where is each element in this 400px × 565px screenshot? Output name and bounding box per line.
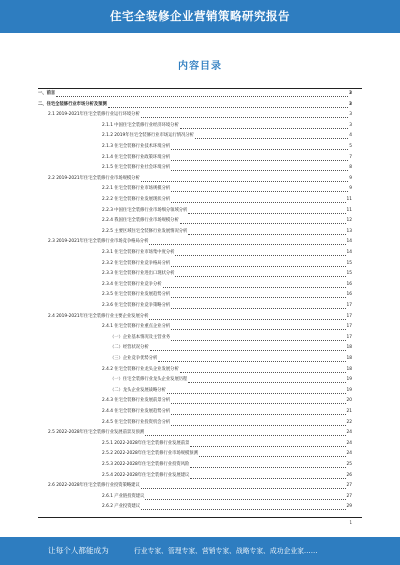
toc-entry-text: 2.4.5 住宅全装修行业投资机会分析 — [102, 419, 171, 425]
toc-entry-page: 8 — [349, 165, 352, 171]
toc-entry-text: 2.3 2019-2021年住宅全装修行业市场竞争格局分析 — [48, 239, 149, 245]
toc-entry-text: 2.5.4 2022-2028年住宅全装修行业发展建议 — [102, 472, 190, 478]
toc-entry-text: 2.2.3 中国住宅全装修行业市场细分领域分析 — [102, 207, 188, 213]
toc-entry-page: 24 — [346, 440, 352, 446]
toc-entry-page: 18 — [346, 345, 352, 351]
toc-entry-text: 2.5 2022-2028年住宅全装修行业发展前景及预测 — [48, 430, 145, 436]
toc-leader-dots — [199, 451, 346, 457]
toc-entry-page: 11 — [346, 197, 352, 202]
toc-entry-page: 19 — [346, 387, 352, 393]
toc-entry-text: 2.1.4 住宅全装修行业政策环境分析 — [102, 154, 171, 160]
toc-leader-dots — [171, 324, 345, 330]
toc-entry-text: 2.3.3 住宅全装修行业进出口现状分析 — [102, 271, 175, 277]
toc-entry-text: 2.3.5 住宅全装修行业发展趋势分析 — [102, 292, 171, 298]
toc-leader-dots — [171, 420, 345, 426]
toc-top-rule — [38, 88, 362, 89]
toc-entry[interactable] — [48, 111, 352, 119]
toc-entry[interactable] — [110, 355, 352, 363]
footer-tagline: 行业专家、管理专家、营销专家、战略专家、成功企业家…… — [134, 547, 318, 555]
toc-entry[interactable] — [102, 472, 352, 480]
toc-entry-page: 18 — [346, 356, 352, 361]
toc-entry[interactable] — [102, 503, 352, 511]
toc-entry[interactable] — [110, 334, 352, 342]
toc-entry-page: 27 — [346, 483, 352, 489]
toc-entry-page: 26 — [346, 472, 352, 478]
toc-entry-page: 19 — [346, 377, 352, 383]
toc-leader-dots — [163, 282, 346, 288]
toc-entry-text: 2.1.5 住宅全装修行业社会环境分析 — [102, 165, 171, 171]
toc-entry-page: 17 — [346, 303, 352, 308]
toc-entry[interactable] — [102, 249, 352, 257]
toc-entry[interactable] — [102, 302, 352, 310]
toc-entry[interactable] — [48, 175, 352, 183]
toc-entry-text: （二）经营状况分析 — [110, 345, 149, 351]
toc-entry-page: 3 — [349, 91, 352, 96]
toc-leader-dots — [158, 356, 345, 362]
toc-leader-dots — [171, 409, 345, 415]
toc-entry[interactable] — [102, 217, 352, 225]
toc-leader-dots — [171, 303, 345, 309]
toc-entry-page: 17 — [346, 324, 352, 330]
toc-leader-dots — [171, 165, 348, 171]
toc-entry-page: 15 — [346, 260, 352, 266]
toc-entry[interactable] — [102, 408, 352, 416]
toc-leader-dots — [149, 314, 345, 320]
toc-entry-text: 2.1.2 2019年住宅全装修行业市场运行情况分析 — [102, 133, 194, 139]
toc-leader-dots — [141, 504, 345, 510]
toc-entry-text: 2.6.2 产业投资建议 — [102, 504, 141, 510]
toc-leader-dots — [145, 430, 345, 436]
toc-leader-dots — [141, 112, 348, 118]
toc-leader-dots — [171, 144, 348, 150]
toc-entry-text: 2.1.1 中国住宅全装修行业经济环境分析 — [102, 122, 179, 128]
toc-entry[interactable] — [38, 101, 352, 109]
toc-leader-dots — [149, 239, 345, 245]
toc-entry-text: 2.4.1 住宅全装修行业重点企业分析 — [102, 324, 171, 330]
toc-leader-dots — [190, 462, 345, 468]
toc-entry[interactable] — [102, 143, 352, 151]
toc-entry-page: 25 — [346, 462, 352, 467]
toc-entry-text: 2.1 2019-2021年住宅全装修行业运行环境分析 — [48, 112, 140, 118]
toc-entry-text: 2.3.4 住宅全装修行业竞争分析 — [102, 281, 162, 287]
toc-leader-dots — [188, 208, 345, 214]
toc-leader-dots — [188, 229, 345, 235]
toc-leader-dots — [195, 133, 348, 139]
toc-leader-dots — [180, 218, 346, 224]
toc-entry[interactable] — [38, 90, 352, 98]
toc-entry-page: 3 — [349, 112, 352, 118]
toc-entry-text: （一）企业基本情况及主营业务 — [110, 334, 171, 340]
toc-entry-text: 2.4.3 住宅全装修行业发展前景分析 — [102, 398, 171, 404]
toc-entry-text: 2.5.3 2022-2028年住宅全装修行业投资风险 — [102, 462, 190, 467]
toc-entry[interactable] — [102, 154, 352, 162]
toc-entry-text: 2.2.2 住宅全装修行业发展现状分析 — [102, 197, 171, 202]
toc-entry-page: 20 — [346, 398, 352, 404]
toc-entry[interactable] — [102, 260, 352, 268]
toc-leader-dots — [171, 398, 345, 404]
toc-entry-page: 14 — [346, 250, 352, 255]
toc-leader-dots — [171, 186, 348, 192]
toc-entry[interactable] — [102, 270, 352, 278]
toc-entry[interactable] — [102, 493, 352, 501]
toc-entry-text: 二、住宅全装修行业市场分析及预测 — [38, 101, 107, 107]
report-title: 住宅全装修企业营销策略研究报告 — [110, 9, 290, 23]
toc-leader-dots — [171, 292, 345, 298]
toc-leader-dots — [108, 102, 348, 108]
toc-leader-dots — [167, 388, 346, 394]
toc-leader-dots — [145, 494, 345, 500]
toc-leader-dots — [171, 261, 345, 267]
toc-entry-page: 17 — [346, 334, 352, 340]
toc-bottom-rule — [38, 517, 362, 518]
toc-entry-text: 2.2 2019-2021年住宅全装修行业市场规模分析 — [48, 175, 140, 181]
toc-entry-text: 2.3.6 住宅全装修行业竞争策略分析 — [102, 303, 171, 308]
toc-entry[interactable] — [102, 281, 352, 289]
toc-entry-text: 2.5.2 2022-2028年住宅全装修行业市场规模预测 — [102, 451, 198, 457]
toc-entry-page: 18 — [346, 366, 352, 372]
toc-entry[interactable] — [102, 461, 352, 469]
toc-entry-page: 4 — [349, 133, 352, 139]
toc-entry[interactable] — [48, 429, 352, 437]
toc-entry-text: 2.2.5 主要区域住宅全装修行业发展情况分析 — [102, 228, 188, 234]
footer-slogan: 让每个人都能成为 — [48, 546, 109, 555]
toc-entry[interactable] — [102, 207, 352, 215]
toc-entry-page: 13 — [346, 228, 352, 234]
toc-entry-page: 24 — [346, 430, 352, 436]
toc-entry-text: 2.6.1 产业链投资建议 — [102, 493, 145, 499]
toc-entry-text: 2.2.4 我国住宅全装修行业市场规模分析 — [102, 218, 179, 224]
toc-entry-page: 22 — [346, 419, 352, 425]
toc-entry[interactable] — [48, 238, 352, 246]
toc-entry-page: 21 — [346, 409, 352, 414]
toc-entry[interactable] — [102, 132, 352, 140]
toc-leader-dots — [150, 345, 346, 351]
toc-entry-text: （一）住宅全装修行业龙头企业发展历程 — [110, 377, 188, 383]
toc-entry[interactable] — [102, 122, 352, 130]
toc-entry[interactable] — [102, 185, 352, 193]
toc-leader-dots — [175, 271, 345, 277]
toc-entry[interactable] — [110, 376, 352, 384]
toc-leader-dots — [171, 197, 345, 203]
toc-entry-page: 16 — [346, 281, 352, 287]
toc-leader-dots — [171, 155, 348, 161]
toc-entry-text: 2.6 2022-2028年住宅全装修行业投资策略建议 — [48, 483, 140, 489]
toc-entry-page: 3 — [349, 122, 352, 128]
toc-entry-page: 5 — [349, 144, 352, 149]
toc-entry-page: 24 — [346, 451, 352, 457]
toc-entry-text: 一、前言 — [38, 91, 56, 96]
toc-entry-page: 9 — [349, 186, 352, 192]
toc-leader-dots — [180, 367, 346, 373]
toc-entry-page: 16 — [346, 292, 352, 298]
toc-entry-page: 12 — [346, 218, 352, 224]
toc-leader-dots — [190, 441, 345, 447]
toc-leader-dots — [141, 483, 346, 489]
toc-leader-dots — [171, 335, 345, 341]
toc-entry[interactable] — [110, 344, 352, 352]
toc-entry-page: 17 — [346, 313, 352, 319]
toc-entry-text: 2.1.3 住宅全装修行业技术环境分析 — [102, 144, 171, 149]
toc-entry-page: 9 — [349, 175, 352, 181]
header-banner — [0, 0, 400, 33]
toc-leader-dots — [180, 123, 349, 129]
toc-entry-text: 2.3.2 住宅全装修行业竞争格局分析 — [102, 260, 171, 266]
footer-banner — [0, 537, 400, 565]
toc-entry-text: （三）企业竞争优势分析 — [110, 356, 158, 361]
toc-leader-dots — [141, 176, 348, 182]
toc-entry-page: 3 — [349, 101, 352, 107]
toc-entry-page: 15 — [346, 271, 352, 277]
toc-entry[interactable] — [102, 196, 352, 204]
toc-entry[interactable] — [102, 419, 352, 427]
toc-entry[interactable] — [102, 366, 352, 374]
toc-entry-text: 2.4 2019-2021年住宅全装修行业主要企业发展分析 — [48, 313, 149, 319]
toc-leader-dots — [190, 473, 345, 479]
toc-entry-text: 2.4.2 住宅全装修行业龙头企业发展分析 — [102, 366, 179, 372]
toc-entry-page: 14 — [346, 239, 352, 245]
toc-entry-text: 2.3.1 住宅全装修行业市场集中度分析 — [102, 250, 175, 255]
page-number: 1 — [349, 520, 352, 525]
toc-leader-dots — [175, 250, 345, 256]
toc-entry[interactable] — [102, 164, 352, 172]
toc-entry[interactable] — [102, 291, 352, 299]
toc-entry-text: （二）龙头企业发展战略分析 — [110, 387, 166, 393]
toc-title: 内容目录 — [178, 61, 222, 72]
toc-entry-page: 11 — [346, 207, 352, 213]
toc-entry-page: 29 — [346, 504, 352, 510]
toc-entry[interactable] — [102, 450, 352, 458]
toc-entry[interactable] — [102, 440, 352, 448]
toc-entry-text: 2.4.4 住宅全装修行业发展趋势分析 — [102, 409, 171, 414]
toc-entry[interactable] — [102, 397, 352, 405]
toc-entry[interactable] — [48, 313, 352, 321]
toc-entry-page: 27 — [346, 493, 352, 499]
toc-leader-dots — [56, 91, 348, 97]
toc-entry[interactable] — [102, 228, 352, 236]
toc-entry-page: 7 — [349, 154, 352, 160]
toc-leader-dots — [188, 377, 345, 383]
toc-entry-text: 2.2.1 住宅全装修行业市场规模分析 — [102, 186, 171, 192]
toc-entry[interactable] — [110, 387, 352, 395]
toc-entry[interactable] — [102, 323, 352, 331]
toc-entry-text: 2.5.1 2022-2028年住宅全装修行业发展前景 — [102, 440, 190, 446]
toc-entry[interactable] — [48, 482, 352, 490]
